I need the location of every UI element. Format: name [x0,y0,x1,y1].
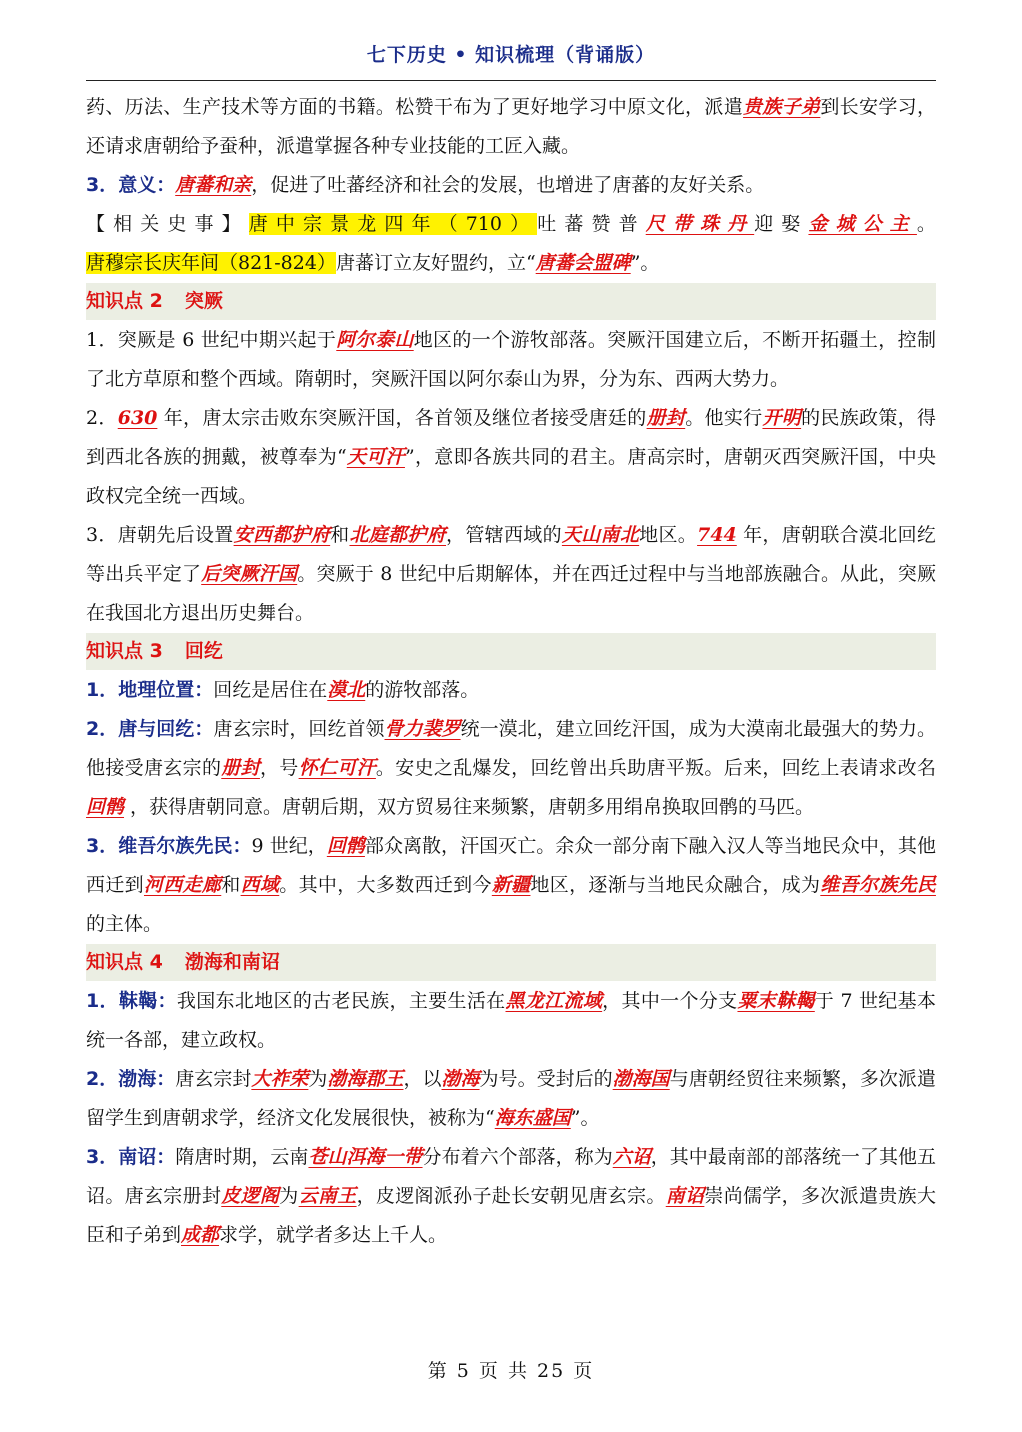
paragraph-bohai [86,1060,936,1138]
section-heading-bohai-nanzhao [86,944,936,981]
text: 唐玄宗时，回纥首领 [213,718,385,740]
paragraph-turks-2 [86,399,936,516]
item-label: 3．南诏： [86,1146,176,1168]
text: ，号 [259,757,299,779]
text: 于 7 世纪基本统一各部，建立政权。 [86,990,936,1051]
text: 求学，就学者多达上千人。 [219,1224,448,1246]
keyword: 渤海郡王 [327,1068,404,1090]
text: 为 [279,1185,299,1207]
text: ，管辖西域的 [446,524,562,546]
paragraph-related-events [86,205,936,283]
paragraph-uyghur-ancestors [86,827,936,944]
text: 与唐朝经贸往来频繁，多次派遣留学生到唐朝求学，经济文化发展很快，被称为“ [86,1068,936,1129]
text: 到长安学习，还请求唐朝给予蚕种，派遣掌握各种专业技能的工匠入藏。 [86,96,936,157]
text: 和 [330,524,350,546]
text: 为号。受封后的 [479,1068,613,1090]
keyword: 唐蕃会盟碑 [535,252,631,274]
item-label: 3．维吾尔族先民： [86,835,252,857]
keyword: 630 [117,407,158,429]
text: ”。 [570,1107,600,1129]
keyword: 西域 [240,874,280,896]
text: 年，唐太宗击败东突厥汗国，各首领及继位者接受唐廷的 [157,407,647,429]
keyword: 册封 [646,407,686,429]
text: 的游牧部落。 [365,679,480,701]
paragraph-tang-uighur [86,710,936,827]
keyword: 云南王 [298,1185,357,1207]
text: ”，意即各族共同的君主。唐高宗时，唐朝灭西突厥汗国，中央政权完全统一西域。 [86,446,936,507]
text: 我国东北地区的古老民族，主要生活在 [176,990,506,1012]
section-name: 突厥 [184,290,223,312]
keyword: 维吾尔族先民 [820,874,936,896]
text: 年，唐朝联合漠北回纥等出兵平定了 [86,524,936,585]
keyword: 苍山洱海一带 [308,1146,423,1168]
keyword: 六诏 [612,1146,651,1168]
text: 唐蕃订立友好盟约，立“ [335,252,536,274]
text: 唐玄宗封 [175,1068,252,1090]
keyword: 744 [697,524,737,546]
text: 迎娶 [754,213,809,235]
text: 分布着六个部落，称为 [422,1146,613,1168]
keyword: 尺带珠丹 [645,213,755,235]
text: 。突厥于 8 世纪中后期解体，并在西迁过程中与当地部族融合。从此，突厥在我国北方退出历史舞台。 [86,563,936,624]
document-body [86,88,936,1255]
text: ，获得唐朝同意。唐朝后期，双方贸易往来频繁，唐朝多用绢帛换取回鹘的马匹。 [124,796,815,818]
section-name: 回纥 [184,640,223,662]
paragraph-mohe [86,982,936,1060]
header-divider [86,80,936,81]
section-heading-turks [86,283,936,320]
text: 统一漠北，建立回纥汗国，成为大漠南北最强大的势力。他接受唐玄宗的 [86,718,936,779]
text: ，皮逻阁派孙子赴长安朝见唐玄宗。 [356,1185,666,1207]
text: 部众离散，汗国灭亡。余众一部分南下融入汉人等当地民众中，其他西迁到 [86,835,936,896]
highlight: 唐穆宗长庆年间（821-824） [86,252,336,274]
text: 的民族政策，得到西北各族的拥戴，被尊奉为“ [86,407,936,468]
keyword: 贵族子弟 [743,96,821,118]
keyword: 渤海国 [612,1068,670,1090]
text: ”。 [630,252,660,274]
text: 隋唐时期，云南 [175,1146,309,1168]
section-heading-uighur [86,633,936,670]
text: 崇尚儒学，多次派遣贵族大臣和子弟到 [86,1185,936,1246]
keyword: 北庭都护府 [349,524,447,546]
text: 。安史之乱爆发，回纥曾出兵助唐平叛。后来，回纥上表请求改名 [375,757,936,779]
keyword: 册封 [221,757,260,779]
keyword: 成都 [181,1224,220,1246]
keyword: 渤海 [441,1068,480,1090]
text: 地区的一个游牧部落。突厥汗国建立后，不断开拓疆土，控制了北方草原和整个西域。隋朝时，突厥汗国以阿尔泰山为界，分为东、西两大势力。 [86,329,936,390]
text: 和 [221,874,241,896]
text: 地区。 [639,524,698,546]
keyword: 唐蕃和亲 [175,174,252,196]
text: 。他实行 [685,407,763,429]
item-label: 3．意义： [86,174,176,196]
item-label: 2．渤海： [86,1068,176,1090]
text: 1．突厥是 6 世纪中期兴起于 [86,329,337,351]
text: 吐蕃赞普 [537,213,646,235]
item-label: 2．唐与回纥： [86,718,214,740]
keyword: 怀仁可汗 [298,757,376,779]
keyword: 皮逻阁 [221,1185,280,1207]
paragraph-nanzhao [86,1138,936,1255]
text: 。其中，大多数西迁到今 [279,874,492,896]
text: ，其中一个分支 [602,990,738,1012]
text: ，以 [403,1068,442,1090]
page-number: 第 5 页 共 25 页 [427,1360,595,1382]
item-label: 1．靺鞨： [86,990,177,1012]
keyword: 南诏 [665,1185,705,1207]
keyword: 安西都护府 [233,524,331,546]
text: 。 [916,213,936,235]
text: 地区，逐渐与当地民众融合，成为 [530,874,821,896]
highlight: 唐中宗景龙四年（710） [248,213,538,235]
keyword: 新疆 [491,874,531,896]
page-header-title: 七下历史 • 知识梳理（背诵版） [366,44,656,66]
text: 药、历法、生产技术等方面的书籍。松赞干布为了更好地学习中原文化，派遣 [86,96,744,118]
section-number: 知识点 2 [86,290,163,312]
text: 9 世纪， [251,835,327,857]
text: 3．唐朝先后设置 [86,524,234,546]
keyword: 回鹘 [86,796,125,818]
keyword: 回鹘 [326,835,365,857]
paragraph-significance [86,166,936,205]
keyword: 金城公主 [808,213,917,235]
keyword: 黑龙江流域 [505,990,603,1012]
keyword: 阿尔泰山 [336,329,414,351]
text: ，其中最南部的部落统一了其他五诏。唐玄宗册封 [86,1146,936,1207]
text: 【相关史事】 [86,213,249,235]
text: ，促进了吐蕃经济和社会的发展，也增进了唐蕃的友好关系。 [251,174,765,196]
keyword: 大祚荣 [251,1068,309,1090]
item-label: 1．地理位置： [86,679,214,701]
keyword: 河西走廊 [143,874,222,896]
section-number: 知识点 3 [86,640,163,662]
keyword: 天可汗 [346,446,405,468]
text: 为 [308,1068,328,1090]
keyword: 海东盛国 [494,1107,571,1129]
keyword: 后突厥汗国 [201,563,298,585]
keyword: 天山南北 [561,524,640,546]
keyword: 漠北 [327,679,366,701]
paragraph-tubo-envoys [86,88,936,166]
section-name: 渤海和南诏 [184,951,280,973]
keyword: 骨力裴罗 [384,718,461,740]
text: 2． [86,407,118,429]
paragraph-turks-1 [86,321,936,399]
paragraph-turks-3 [86,516,936,633]
paragraph-uighur-location [86,671,936,710]
keyword: 粟末靺鞨 [737,990,815,1012]
keyword: 开明 [762,407,802,429]
text: 回纥是居住在 [213,679,328,701]
section-number: 知识点 4 [86,951,163,973]
text: 的主体。 [86,913,163,935]
